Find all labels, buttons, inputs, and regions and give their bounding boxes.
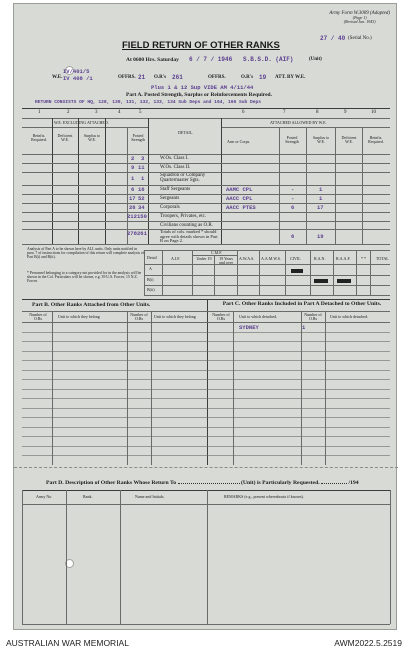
serial-label: (Serial No.): [348, 36, 372, 41]
fold-line: [14, 467, 398, 468]
analysis-row-label: B(ii): [147, 287, 155, 292]
detail-label: W.Os. Class I.: [160, 156, 189, 161]
analysis-header: R.A.N.: [314, 256, 326, 261]
detail-label: Corporals: [160, 205, 180, 210]
analysis-header: 19 Years and over: [219, 256, 233, 266]
analysis-header: CIVIL: [290, 256, 301, 261]
ors2-label: O.R's: [241, 75, 254, 80]
detail-label: Troopers, Privates, etc.: [160, 214, 207, 219]
header-surplus-2: Surplus to W.E.: [312, 135, 330, 145]
part-c-entry-unit: SYDNEY: [239, 324, 259, 331]
detail-label: Squadron or Company Quartermaster Sgts.: [160, 173, 206, 184]
blocked-cell: [314, 279, 328, 283]
part-d-header: Army No.: [36, 494, 53, 499]
analysis-header: TOTAL: [376, 256, 389, 261]
footer-credit: AUSTRALIAN WAR MEMORIAL: [6, 638, 129, 648]
we-value-2: IV 408 /1: [63, 75, 93, 82]
offrs2-label: OFFRS.: [208, 75, 226, 80]
posted-value: 261: [137, 230, 147, 237]
att-label: ATT. BY W.E.: [275, 75, 306, 80]
table-row: [14, 172, 398, 186]
part-c-header: Number of O.Rs: [304, 312, 322, 322]
header-deficient: Deficient W.E.: [57, 133, 73, 143]
part-b-header: Number of O.Rs: [29, 312, 47, 322]
page-title: FIELD RETURN OF OTHER RANKS: [122, 40, 280, 51]
we-value: IV/401/5: [63, 68, 90, 75]
we-excluding-header: W.E. EXCLUDING ATTACHED.: [54, 120, 109, 125]
detail-header: DETAIL.: [178, 130, 194, 135]
part-c-entry-number: 1: [302, 324, 306, 331]
part-b-title: Part B. Other Ranks Attached from Other Units.: [32, 302, 151, 308]
attached-posted-value: 6: [291, 204, 295, 211]
analysis-note: Analysis of Part A to be shown here by ALL units. Only units notified in para. 7 of instructions for compilation of this return will complete analysis of Part B(i) and B(ii).: [27, 247, 145, 259]
analysis-header: A.I.F.: [171, 256, 181, 261]
posted-value: 1: [141, 175, 145, 182]
part-b-header: Unit to which they belong: [58, 314, 100, 319]
serial-number: 27 / 40: [320, 35, 346, 42]
blocked-cell: [291, 269, 303, 273]
deficient-value: 9: [131, 164, 135, 171]
we-label: W.E.: [52, 75, 63, 80]
part-d-title-start: Part D. Description of Other Ranks Whose Return To: [46, 480, 177, 486]
header-arm: Arm or Corps.: [227, 139, 251, 144]
blocked-cell: [337, 279, 351, 283]
part-c-title: Part C. Other Ranks Included in Part A Detached to Other Units.: [222, 301, 382, 307]
header-reinf: Reinfts. Required.: [31, 133, 47, 143]
header-posted-2: Posted Strength: [285, 135, 299, 145]
posted-value: 150: [137, 213, 147, 220]
analysis-detail-label: Detail: [147, 255, 157, 260]
part-b-header: Unit to which they belong: [154, 314, 196, 319]
deficient-value: 1: [131, 175, 135, 182]
header-surplus: Surplus to W.E.: [83, 133, 101, 143]
col-number: 8: [316, 110, 319, 115]
analysis-cmf-header: C.M.F.: [211, 250, 223, 255]
time-label: At 0600 Hrs. Saturday: [126, 57, 179, 63]
analysis-row-label: A: [149, 266, 152, 271]
part-c-header: Unit to which detached.: [239, 314, 278, 319]
part-c-header: Unit to which detached.: [330, 314, 369, 319]
col-number: 9: [344, 110, 347, 115]
arm-value: AACC CPL: [226, 195, 253, 202]
form-sheet: [13, 3, 397, 630]
posted-value: 52: [138, 195, 145, 202]
attached-surplus-value: 17: [317, 204, 324, 211]
footer-accession: AWM2022.5.2519: [334, 638, 402, 648]
unit-label: (Unit): [309, 57, 322, 62]
deficient-value: 6: [131, 186, 135, 193]
part-d-title-end: /194: [348, 480, 359, 486]
deficient-value: 26: [129, 204, 136, 211]
detail-label: Sergeants: [160, 196, 180, 201]
attached-posted-value: -: [291, 186, 295, 193]
arm-value: AAMC CPL: [226, 186, 253, 193]
ors2-value: 19: [259, 74, 267, 81]
posted-value: 3: [141, 155, 145, 162]
col-number: 5: [139, 110, 142, 115]
col-number: 7: [283, 110, 286, 115]
ors-label: O.R's: [154, 75, 167, 80]
attached-allowed-header: ATTACHED ALLOWED BY W.E.: [270, 120, 327, 125]
attached-posted-value: -: [291, 195, 295, 202]
deficient-value: 2: [131, 155, 135, 162]
part-d-header: REMARKS (e.g., present whereabouts if known).: [224, 494, 304, 499]
deficient-value: 278: [127, 230, 137, 237]
part-d-header: Name and Initials.: [135, 494, 165, 499]
ors-value: 261: [172, 74, 183, 81]
detail-label: Civilians counting as O.R.: [160, 223, 213, 228]
detail-label: W.Os. Class II.: [160, 165, 191, 170]
part-d-header: Rank.: [83, 494, 93, 499]
posted-value: 16: [138, 186, 145, 193]
offrs-label: OFFRS.: [118, 75, 136, 80]
analysis-header: A.A.M.W.S.: [261, 256, 281, 261]
analysis-note-2: * Personnel belonging to a category not provided for in the analysis will be shown in the Col. Particulars will be shown, e.g. 39 U.S. Forces, 15 N.Z. Forces.: [27, 271, 142, 283]
header-posted: Posted Strength: [131, 133, 145, 143]
part-b-header: Number of O.Rs: [130, 312, 148, 322]
attached-surplus-value: 19: [317, 233, 324, 240]
arm-value: AACC PTES: [226, 204, 256, 211]
posted-value: 11: [138, 164, 145, 171]
analysis-header: R.A.A.F.: [336, 256, 351, 261]
header-deficient-2: Deficient W.E.: [341, 135, 357, 145]
plus-note: Plus 1 & 12 Sup VIDE AM 4/11/44: [151, 84, 254, 91]
col-number: 10: [371, 110, 376, 115]
part-a-title: Part A. Posted Strength, Surplus or Reinforcements Required.: [126, 92, 272, 98]
detail-label: Staff Sergeants: [160, 187, 191, 192]
part-c-header: Number of O.Rs: [212, 312, 230, 322]
analysis-header: * *: [361, 256, 366, 261]
col-number: 3: [95, 110, 98, 115]
header-reinf-2: Reinfts. Required.: [368, 135, 384, 145]
form-id: Army Form W.3009 (Adapted) (Page 1) (Revised Jun. 1943): [329, 11, 390, 25]
analysis-header: Under 19: [196, 256, 212, 261]
deficient-value: 212: [127, 213, 137, 220]
date-value: 6 / 7 / 1946: [189, 56, 233, 63]
analysis-header: A.W.A.S.: [239, 256, 255, 261]
attached-surplus-value: 1: [319, 186, 323, 193]
part-d-title-mid: (Unit) is Particularly Requested.: [240, 480, 320, 486]
analysis-row-label: B(i): [147, 277, 154, 282]
detail-label: Totals of cols. marked * should agree with details shown in Part B on Page 2.: [160, 229, 218, 244]
unit-value: S.B.S.D. (AIF): [243, 56, 294, 63]
attached-posted-value: 6: [291, 233, 295, 240]
posted-value: 34: [138, 204, 145, 211]
table-row: [14, 229, 398, 244]
col-number: 1: [38, 110, 41, 115]
attached-surplus-value: 1: [319, 195, 323, 202]
return-note: RETURN CONSISTS OF HQ, 128, 130, 131, 132, 133, 134 Sub Deps and 164, 166 Sub Deps: [35, 100, 262, 105]
col-number: 2: [67, 110, 70, 115]
deficient-value: 17: [129, 195, 136, 202]
col-number: 6: [242, 110, 245, 115]
col-number: 4: [118, 110, 121, 115]
offrs-value: 21: [138, 74, 146, 81]
part-d-title: [46, 480, 359, 486]
